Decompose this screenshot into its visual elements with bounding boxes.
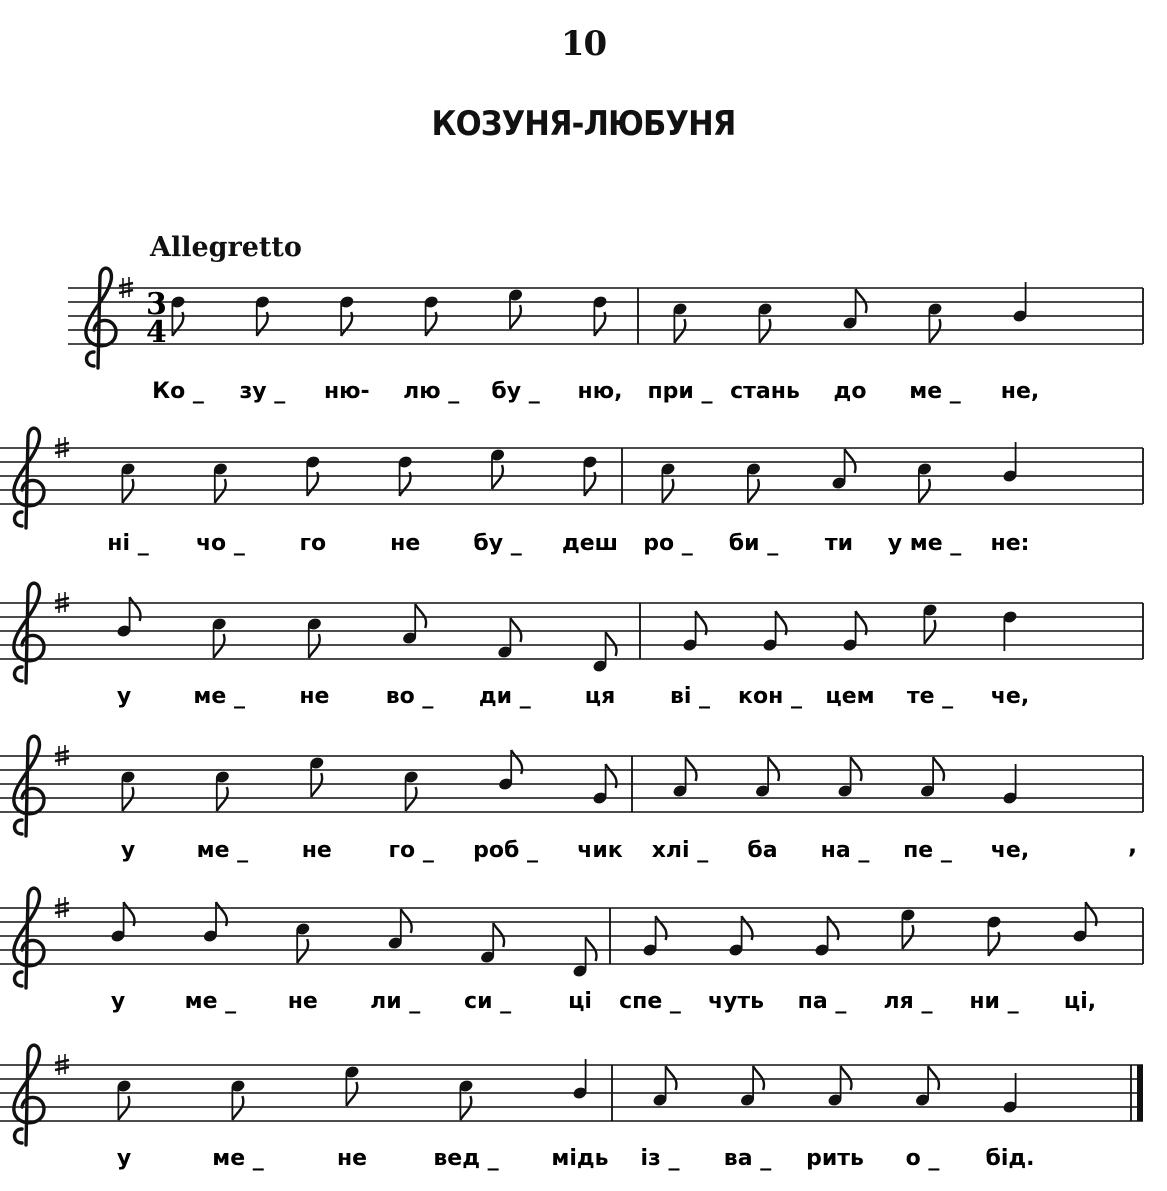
note-flag (851, 757, 862, 781)
note (672, 302, 688, 343)
note (295, 922, 311, 963)
note-flag (232, 1096, 243, 1120)
note (672, 757, 697, 798)
lyric-syllable: стань (730, 379, 800, 404)
note-flag (309, 634, 320, 658)
lyric-syllable: ні _ (107, 531, 149, 556)
note (402, 604, 427, 645)
note-flag (933, 757, 944, 781)
lyric-syllable: лю _ (403, 379, 460, 404)
lyric-syllable: во _ (385, 684, 434, 709)
note-flag (401, 909, 412, 933)
note-flag (686, 757, 697, 781)
lyric-syllable: би _ (728, 531, 779, 556)
treble-clef-icon (14, 888, 44, 988)
note (306, 617, 322, 658)
lyric-syllable: ме _ (193, 684, 245, 709)
lyric-syllable: ці, (1063, 989, 1097, 1014)
song-title: КОЗУНЯ-ЛЮБУНЯ (431, 104, 736, 144)
note-flag (841, 1066, 852, 1090)
sharp-stroke (119, 283, 133, 286)
treble-clef-icon (14, 428, 44, 528)
note-flag (493, 923, 504, 947)
sharp-stroke (55, 758, 69, 761)
note-flag (902, 925, 913, 949)
note-flag (666, 1066, 677, 1090)
lyric-syllable: ві _ (669, 684, 711, 709)
note-flag (346, 1082, 357, 1106)
note-flag (311, 773, 322, 797)
note-flag (845, 449, 856, 473)
lyric-syllable: хлі _ (651, 838, 709, 863)
note-flag (924, 620, 935, 644)
note (842, 289, 867, 330)
note-flag (586, 937, 597, 961)
sharp-stroke (55, 1060, 69, 1063)
note (387, 909, 412, 950)
note (757, 302, 773, 343)
lyric-syllable: ме _ (909, 379, 961, 404)
lyric-syllable: у ме _ (887, 531, 962, 556)
sharp-stroke (55, 751, 69, 754)
lyric-syllable: че, (990, 684, 1030, 709)
lyric-syllable: у (120, 838, 136, 863)
note (660, 462, 676, 503)
note (403, 770, 419, 811)
note (214, 770, 230, 811)
lyric-syllable: не (287, 989, 318, 1014)
note (916, 462, 932, 503)
lyric-syllable: бід. (985, 1146, 1035, 1171)
lyric-syllable: си _ (464, 989, 512, 1014)
lyric-syllable: ме _ (184, 989, 237, 1014)
note-flag (460, 1096, 471, 1120)
lyric-syllable: деш (561, 531, 619, 556)
note (837, 757, 862, 798)
lyric-syllable: спе _ (619, 989, 681, 1014)
sharp-stroke (55, 1067, 69, 1070)
treble-clef-icon (14, 1045, 44, 1145)
note (900, 908, 916, 949)
lyric-syllable: ни _ (969, 989, 1019, 1014)
treble-clef-icon (86, 268, 116, 368)
staff-system (0, 888, 1143, 1014)
lyric-syllable: ці (568, 989, 592, 1014)
sharp-stroke (55, 443, 69, 446)
note (497, 618, 522, 659)
lyric-syllable: при _ (647, 379, 713, 404)
note (914, 1066, 939, 1107)
lyric-syllable: із _ (640, 1146, 680, 1171)
breath-mark: , (1128, 831, 1138, 859)
lyric-syllable: у (110, 989, 126, 1014)
lyric-syllable: не (299, 684, 330, 709)
lyric-syllable: ба (747, 838, 778, 863)
note (116, 1079, 132, 1120)
sharp-stroke (55, 598, 69, 601)
lyric-syllable: зу _ (239, 379, 286, 404)
note-flag (856, 289, 867, 313)
lyric-syllable: роб _ (473, 838, 539, 863)
sharp-stroke (55, 450, 69, 453)
lyric-syllable: па _ (797, 989, 847, 1014)
lyric-syllable: о _ (905, 1146, 940, 1171)
lyric-syllable: цем (825, 684, 875, 709)
note-flag (919, 479, 930, 503)
note-flag (118, 1096, 129, 1120)
lyric-syllable: ди _ (478, 684, 531, 709)
lyric-syllable: не (336, 1146, 368, 1171)
sharp-stroke (119, 290, 133, 293)
lyric-syllable: ли _ (370, 989, 421, 1014)
note (652, 1066, 677, 1107)
lyric-syllable: чуть (707, 989, 765, 1014)
lyric-syllable: не, (1000, 379, 1040, 404)
staff-system (68, 268, 1143, 404)
lyric-syllable: ро _ (643, 531, 693, 556)
note (922, 603, 938, 644)
time-signature (146, 287, 167, 350)
note-flag (406, 787, 417, 811)
note-flag (606, 632, 617, 656)
sharp-stroke (55, 910, 69, 913)
note-flag (214, 634, 225, 658)
time-signature-top: 3 (146, 287, 167, 322)
lyric-syllable: не (390, 531, 421, 556)
note-flag (217, 787, 228, 811)
lyric-syllable: пе _ (903, 838, 952, 863)
note (831, 449, 856, 490)
lyric-syllable: ню, (577, 379, 623, 404)
note (754, 757, 779, 798)
note (508, 288, 524, 329)
lyric-syllable: го _ (388, 838, 434, 863)
note (739, 1066, 764, 1107)
lyric-syllable: вед _ (433, 1146, 499, 1171)
song-number: 10 (560, 24, 607, 64)
note-flag (510, 305, 521, 329)
lyric-syllable: ля _ (883, 989, 933, 1014)
note-flag (674, 319, 685, 343)
lyric-syllable: че, (990, 838, 1030, 863)
note-flag (297, 939, 308, 963)
lyric-syllable: ти (824, 531, 854, 556)
note-flag (492, 465, 503, 489)
note (212, 462, 228, 503)
note-flag (753, 1066, 764, 1090)
staff-system (0, 583, 1143, 709)
lyrics-line (117, 684, 1029, 709)
time-signature-bottom: 4 (146, 315, 167, 350)
lyric-syllable: у (116, 1146, 132, 1171)
note-flag (929, 319, 940, 343)
lyric-syllable: до (833, 379, 867, 404)
lyric-syllable: не: (990, 531, 1030, 556)
note (827, 1066, 852, 1107)
note-flag (415, 604, 426, 628)
note (120, 462, 136, 503)
note-flag (748, 479, 759, 503)
lyric-syllable: ця (584, 684, 616, 709)
lyric-syllable: Ко _ (152, 379, 204, 404)
lyrics-line (152, 379, 1039, 404)
note-flag (510, 618, 521, 642)
lyrics-line (111, 989, 1096, 1014)
note-flag (928, 1066, 939, 1090)
note (480, 923, 505, 964)
note-flag (122, 479, 133, 503)
lyric-syllable: на _ (820, 838, 870, 863)
staff-system (0, 1045, 1143, 1171)
tempo-marking: Allegretto (150, 232, 302, 263)
lyrics-line (121, 838, 1029, 863)
sharp-stroke (55, 903, 69, 906)
lyric-syllable: рить (806, 1146, 864, 1171)
staff-system (0, 736, 1143, 863)
lyrics-line (107, 531, 1029, 556)
note (490, 448, 506, 489)
note (458, 1079, 474, 1120)
note-flag (215, 479, 226, 503)
note-flag (768, 757, 779, 781)
note (745, 462, 761, 503)
lyric-syllable: кон _ (738, 684, 802, 709)
lyric-syllable: мідь (551, 1146, 609, 1171)
lyric-syllable: не (301, 838, 332, 863)
note (344, 1065, 360, 1106)
lyric-syllable: те _ (906, 684, 954, 709)
lyric-syllable: го (299, 531, 327, 556)
note (309, 756, 325, 797)
lyric-syllable: бу _ (491, 379, 540, 404)
treble-clef-icon (14, 583, 44, 683)
note-flag (662, 479, 673, 503)
note-flag (759, 319, 770, 343)
note (120, 770, 136, 811)
note (592, 632, 617, 673)
note (572, 937, 597, 978)
lyric-syllable: ню- (323, 379, 370, 404)
note (919, 757, 944, 798)
sharp-stroke (55, 605, 69, 608)
lyric-syllable: ме _ (212, 1146, 264, 1171)
final-barline-thick (1137, 1065, 1143, 1121)
lyric-syllable: чик (577, 838, 623, 863)
lyric-syllable: у (116, 684, 132, 709)
note-flag (122, 787, 133, 811)
staff-system (0, 428, 1143, 556)
lyric-syllable: ва _ (723, 1146, 772, 1171)
treble-clef-icon (14, 736, 44, 836)
lyric-syllable: чо _ (195, 531, 245, 556)
lyric-syllable: бу _ (473, 531, 522, 556)
note (211, 617, 227, 658)
lyrics-line (117, 1146, 1035, 1171)
lyric-syllable: ме _ (196, 838, 249, 863)
note (927, 302, 943, 343)
note (230, 1079, 246, 1120)
